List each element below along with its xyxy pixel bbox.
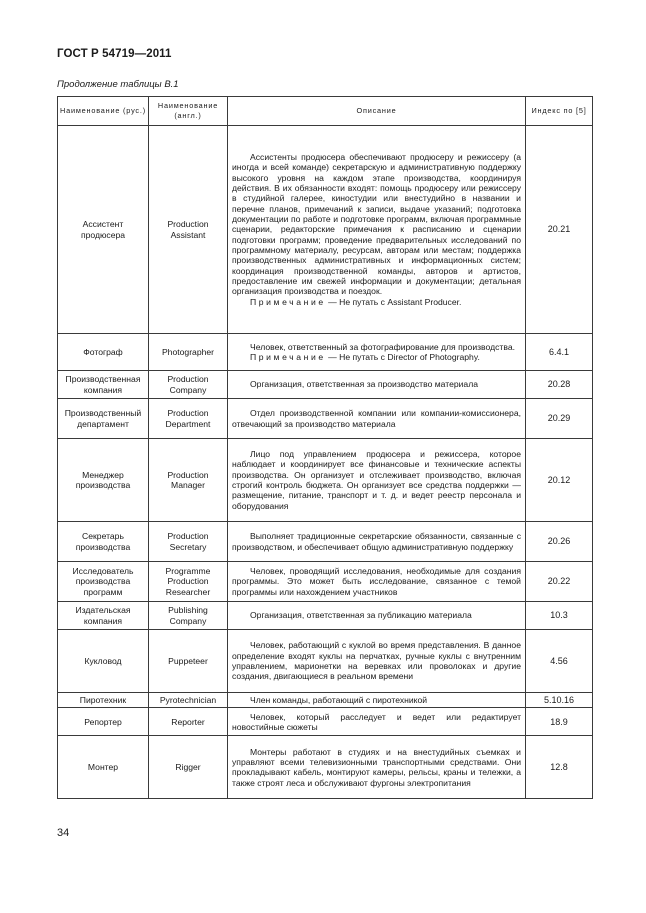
term-description (228, 439, 526, 522)
term-en: Reporter (149, 708, 228, 736)
table-row (58, 334, 593, 371)
note-label: Примечание (250, 296, 326, 307)
term-index: 6.4.1 (526, 334, 593, 371)
term-ru: Производственная компания (58, 371, 149, 399)
term-en: Programme Production Researcher (149, 562, 228, 602)
term-index: 20.22 (526, 562, 593, 602)
term-index: 4.56 (526, 630, 593, 693)
table-row (58, 126, 593, 334)
term-description (228, 693, 526, 708)
term-description (228, 736, 526, 799)
note-label: Примечание (250, 352, 326, 362)
term-index: 10.3 (526, 602, 593, 630)
table-row (58, 439, 593, 522)
table-row (58, 708, 593, 736)
column-header-en: Наименование (англ.) (149, 97, 228, 126)
term-description (228, 522, 526, 562)
term-description (228, 630, 526, 693)
note-text: — Не путать с Assistant Producer. (325, 296, 462, 307)
term-en: Production Department (149, 399, 228, 439)
term-index: 18.9 (526, 708, 593, 736)
term-description (228, 562, 526, 602)
column-header-description: Описание (228, 97, 526, 126)
table-row (58, 736, 593, 799)
description-text: Выполняет традиционные секретарские обязанности, связанные с производством, и обеспечивает общую административную поддержку (232, 531, 521, 552)
term-index: 20.28 (526, 371, 593, 399)
term-description (228, 371, 526, 399)
description-text: Человек, проводящий исследования, необходимые для создания программы. Это может быть исследование, связанное с темой программы или нахождением участников (232, 565, 521, 597)
term-en: Photographer (149, 334, 228, 371)
term-description (228, 708, 526, 736)
table-row (58, 630, 593, 693)
description-text: Человек, который расследует и ведет или редактирует новостийные сюжеты (232, 711, 521, 732)
term-en: Production Manager (149, 439, 228, 522)
term-index: 5.10.16 (526, 693, 593, 708)
description-text: Ассистенты продюсера обеспечивают продюсеру и режиссеру (а иногда и всей команде) секретарскую и административную поддержку высокого уровня на каждом этапе производства, координируя действия. В их обязанности входят: помощь продюсеру или режиссеру в студийной галерее, киностудии или внестудийно в названии и перечне планов, примечаний к записи, выдаче указаний; подготовка документации по работе и подготовке программ, включая программные сценарии, редакторские примечания к расписанию и сценарии подготовки программ; проведение предварительных исследований по программному материалу, ресурсам, авторам или местам; поддержка производственных административных и информационных систем; координация производственной команды, авторов и артистов, предоставление им свежей информации и документации; детальная организация производства и поездок. (232, 151, 521, 297)
term-index: 20.29 (526, 399, 593, 439)
standard-code: ГОСТ Р 54719—2011 (57, 48, 172, 60)
table-row (58, 693, 593, 708)
table-header-row (58, 97, 593, 126)
term-en: Production Secretary (149, 522, 228, 562)
note-text: — Не путать с Director of Photography. (325, 352, 480, 362)
table-row (58, 522, 593, 562)
term-description (228, 399, 526, 439)
description-note (232, 352, 521, 362)
term-ru: Производственный департамент (58, 399, 149, 439)
column-header-index: Индекс по [5] (526, 97, 593, 126)
description-text: Член команды, работающий с пиротехникой (250, 695, 428, 705)
term-index: 20.21 (526, 126, 593, 334)
column-header-ru: Наименование (рус.) (58, 97, 149, 126)
description-note (232, 297, 521, 307)
table-row (58, 602, 593, 630)
description-text: Человек, ответственный за фотографирование для производства. (250, 341, 515, 352)
term-ru: Кукловод (58, 630, 149, 693)
term-en: Puppeteer (149, 630, 228, 693)
page-number: 34 (57, 827, 70, 839)
term-en: Production Company (149, 371, 228, 399)
description-text: Лицо под управлением продюсера и режиссера, которое наблюдает и координирует все финансовые и технические аспекты производства. Он организует и отслеживает производство, включая строгий контроль бюджета. Он организует все средства поддержки — размещение, питание, транспорт и т. д. и ведет реестр персонала и оборудования (232, 448, 521, 511)
description-text: Организация, ответственная за производство материала (250, 379, 479, 390)
term-ru: Пиротехник (58, 693, 149, 708)
terms-table (57, 96, 593, 799)
description-text: Человек, работающий с куклой во время представления. В данное определение входят куклы на перчатках, ручные куклы с внутренним управлением, марионетки на веревках или проволоках и другие создания, двигающиеся в реальном времени (232, 640, 521, 682)
term-en: Publishing Company (149, 602, 228, 630)
description-text: Монтеры работают в студиях и на внестудийных съемках и управляют всеми телевизионными транспортными средствами. Они прокладывают кабель, монтируют камеры, рельсы, краны и тележки, а также строят леса и обслуживают фургоны электропитания (232, 746, 521, 788)
description-text: Отдел производственной компании или компании-комиссионера, отвечающий за производство материала (232, 408, 521, 429)
table-row (58, 399, 593, 439)
table-row (58, 562, 593, 602)
term-ru: Издательская компания (58, 602, 149, 630)
term-en: Rigger (149, 736, 228, 799)
term-index: 20.26 (526, 522, 593, 562)
term-description (228, 334, 526, 371)
term-ru: Секретарь производства (58, 522, 149, 562)
term-ru: Исследователь производства программ (58, 562, 149, 602)
term-en: Pyrotechnician (149, 693, 228, 708)
term-en: Production Assistant (149, 126, 228, 334)
table-caption: Продолжение таблицы В.1 (57, 79, 179, 90)
term-description (228, 126, 526, 334)
description-text: Организация, ответственная за публикацию материала (250, 610, 472, 621)
term-ru: Ассистент продюсера (58, 126, 149, 334)
term-ru: Менеджер производства (58, 439, 149, 522)
term-ru: Репортер (58, 708, 149, 736)
term-ru: Монтер (58, 736, 149, 799)
table-row (58, 371, 593, 399)
term-description (228, 602, 526, 630)
term-index: 20.12 (526, 439, 593, 522)
term-index: 12.8 (526, 736, 593, 799)
term-ru: Фотограф (58, 334, 149, 371)
